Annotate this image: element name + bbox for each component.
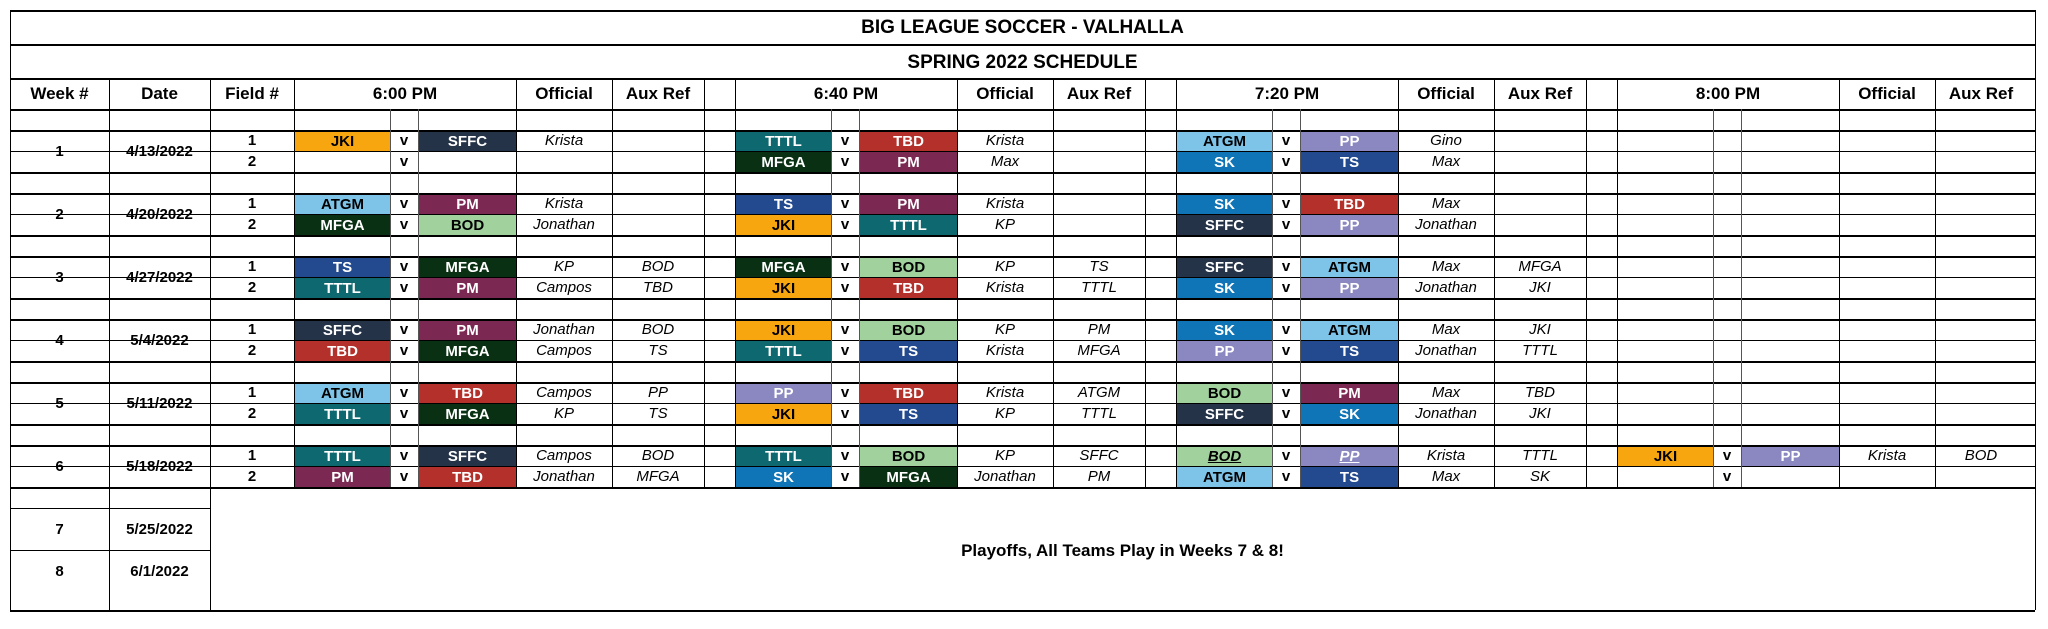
week-number: 3 [55, 268, 64, 286]
official-name: Jonathan [533, 468, 595, 485]
official-name: Gino [1430, 132, 1462, 149]
aux-ref-name: BOD [1964, 447, 1998, 464]
aux-ref-name: TS [648, 405, 668, 422]
team-cell: PM [860, 194, 957, 214]
team-cell: SK [1177, 194, 1272, 214]
aux-ref-name [612, 193, 704, 214]
versus-label: v [399, 321, 409, 338]
team-cell [419, 152, 516, 172]
aux-ref-name [612, 151, 704, 172]
team-cell: ATGM [295, 383, 390, 403]
aux-ref-name [1935, 466, 2027, 487]
versus-label: v [399, 447, 409, 464]
week-date: 5/18/2022 [126, 457, 193, 475]
versus-label: v [1281, 321, 1291, 338]
team-cell: PP [1177, 341, 1272, 361]
week-date: 4/27/2022 [126, 268, 193, 286]
official-name: Krista [985, 342, 1025, 359]
field-number: 1 [247, 321, 257, 338]
week-date: 4/20/2022 [126, 205, 193, 223]
team-cell: TTTL [295, 404, 390, 424]
week-number: 6 [55, 457, 64, 475]
official-name: Max [1431, 195, 1461, 212]
aux-ref-name: MFGA [1077, 342, 1121, 359]
versus-label: v [1281, 447, 1291, 464]
week-date: 4/13/2022 [126, 142, 193, 160]
field-number: 2 [247, 216, 257, 233]
official-name: KP [994, 321, 1015, 338]
official-name: Jonathan [533, 321, 595, 338]
column-divider [1935, 78, 1936, 487]
week-number: 2 [55, 205, 64, 223]
column-divider [1145, 78, 1146, 487]
versus-label: v [840, 468, 850, 485]
header-date: Date [141, 84, 178, 103]
team-cell: PM [419, 320, 516, 340]
row-divider [10, 214, 2035, 215]
playoff-note: Playoffs, All Teams Play in Weeks 7 & 8! [961, 540, 1284, 560]
versus-label: v [399, 342, 409, 359]
aux-ref-name: BOD [641, 447, 675, 464]
team-cell: MFGA [419, 341, 516, 361]
team-cell: BOD [1177, 446, 1272, 466]
header-official: Official [1858, 84, 1916, 103]
column-divider [1053, 78, 1054, 487]
team-cell: TBD [419, 383, 516, 403]
team-cell: TS [736, 194, 831, 214]
team-cell: BOD [419, 215, 516, 235]
team-cell: PP [736, 383, 831, 403]
versus-label: v [1281, 216, 1291, 233]
field-number: 2 [247, 468, 257, 485]
versus-label: v [399, 279, 409, 296]
aux-ref-name: TBD [1525, 384, 1555, 401]
team-cell: ATGM [1301, 257, 1398, 277]
aux-ref-name: PM [1087, 468, 1111, 485]
row-divider [10, 193, 2035, 195]
team-cell: PP [1301, 446, 1398, 466]
team-cell: MFGA [419, 404, 516, 424]
versus-label: v [1281, 384, 1291, 401]
official-name: Max [1431, 153, 1461, 170]
aux-ref-name [1494, 130, 1586, 151]
team-cell: SK [1177, 320, 1272, 340]
header-aux-ref: Aux Ref [625, 84, 691, 103]
column-divider [10, 10, 11, 610]
aux-ref-name: TTTL [1522, 447, 1558, 464]
week-date: 6/1/2022 [130, 562, 189, 580]
versus-label: v [1281, 195, 1291, 212]
official-name: Jonathan [1415, 279, 1477, 296]
header-slot-time: 6:00 PM [372, 84, 438, 103]
aux-ref-name [1053, 130, 1145, 151]
week-number: 1 [55, 142, 64, 160]
official-name: KP [994, 447, 1015, 464]
header-aux-ref: Aux Ref [1507, 84, 1573, 103]
team-cell: ATGM [1301, 320, 1398, 340]
versus-label: v [840, 279, 850, 296]
versus-label: v [840, 153, 850, 170]
row-divider [10, 151, 2035, 152]
official-name: Max [1431, 258, 1461, 275]
field-number: 2 [247, 405, 257, 422]
team-cell: TS [1301, 152, 1398, 172]
column-divider [1617, 78, 1618, 487]
team-cell: PM [419, 278, 516, 298]
versus-label: v [1722, 468, 1732, 485]
field-number: 1 [247, 258, 257, 275]
team-cell: SK [736, 467, 831, 487]
team-cell: TBD [860, 383, 957, 403]
team-cell: TTTL [736, 341, 831, 361]
versus-label: v [1281, 258, 1291, 275]
official-name: Max [1431, 384, 1461, 401]
row-divider [10, 382, 2035, 384]
official-name [1839, 466, 1935, 487]
official-name: Max [1431, 468, 1461, 485]
column-divider [210, 78, 211, 610]
aux-ref-name: TTTL [1081, 405, 1117, 422]
row-divider [10, 340, 2035, 341]
versus-label: v [840, 216, 850, 233]
column-divider [390, 109, 391, 487]
official-name: Jonathan [533, 216, 595, 233]
column-divider [1586, 78, 1587, 487]
versus-label: v [840, 384, 850, 401]
column-divider [418, 109, 419, 487]
row-divider [10, 44, 2035, 46]
official-name: Krista [544, 132, 584, 149]
sheet-title: BIG LEAGUE SOCCER - VALHALLA [861, 16, 1184, 38]
sheet-subtitle: SPRING 2022 SCHEDULE [907, 51, 1138, 73]
column-divider [1398, 78, 1399, 487]
column-divider [1494, 78, 1495, 487]
header-official: Official [535, 84, 593, 103]
header-official: Official [976, 84, 1034, 103]
row-divider [10, 610, 2035, 612]
column-divider [294, 78, 295, 487]
aux-ref-name: PP [647, 384, 668, 401]
row-divider [10, 10, 2035, 12]
team-cell: MFGA [736, 152, 831, 172]
column-divider [2035, 10, 2036, 610]
versus-label: v [399, 384, 409, 401]
aux-ref-name: SK [1529, 468, 1550, 485]
team-cell: JKI [295, 131, 390, 151]
versus-label: v [840, 258, 850, 275]
official-name: Campos [536, 384, 592, 401]
aux-ref-name: TTTL [1081, 279, 1117, 296]
row-divider [10, 235, 2035, 237]
team-cell [1742, 467, 1839, 487]
aux-ref-name [1494, 214, 1586, 235]
schedule-sheet [10, 10, 2035, 610]
team-cell: JKI [736, 320, 831, 340]
row-divider [10, 403, 2035, 404]
header-official: Official [1417, 84, 1475, 103]
team-cell: ATGM [1177, 467, 1272, 487]
team-cell: SK [1177, 152, 1272, 172]
header-slot-time: 8:00 PM [1695, 84, 1761, 103]
column-divider [704, 78, 705, 487]
aux-ref-name: ATGM [1077, 384, 1121, 401]
aux-ref-name: BOD [641, 258, 675, 275]
team-cell: PP [1301, 131, 1398, 151]
row-divider [10, 466, 2035, 467]
versus-label: v [840, 342, 850, 359]
aux-ref-name [612, 214, 704, 235]
aux-ref-name: JKI [1529, 405, 1551, 422]
column-divider [1176, 78, 1177, 487]
team-cell: TTTL [860, 215, 957, 235]
official-name: Jonathan [1415, 216, 1477, 233]
official-name: Jonathan [1415, 405, 1477, 422]
official-name [516, 151, 612, 172]
team-cell: PP [1742, 446, 1839, 466]
team-cell: TTTL [295, 446, 390, 466]
versus-label: v [399, 405, 409, 422]
official-name: Krista [1426, 447, 1466, 464]
team-cell: TBD [419, 467, 516, 487]
official-name: Krista [985, 132, 1025, 149]
column-divider [859, 109, 860, 487]
versus-label: v [399, 195, 409, 212]
row-divider [10, 319, 2035, 321]
row-divider [10, 424, 2035, 426]
team-cell: TS [860, 341, 957, 361]
row-divider [10, 277, 2035, 278]
field-number: 1 [247, 195, 257, 212]
official-name: Campos [536, 447, 592, 464]
header-week: Week # [30, 84, 89, 103]
team-cell: TTTL [736, 446, 831, 466]
aux-ref-name [1494, 151, 1586, 172]
aux-ref-name: BOD [641, 321, 675, 338]
row-divider [10, 109, 2035, 111]
aux-ref-name: TS [1089, 258, 1109, 275]
header-field: Field # [225, 84, 279, 103]
team-cell: SFFC [1177, 215, 1272, 235]
team-cell: BOD [860, 446, 957, 466]
column-divider [1741, 109, 1742, 487]
versus-label: v [1722, 447, 1732, 464]
team-cell: PM [295, 467, 390, 487]
team-cell [295, 152, 390, 172]
week-date: 5/4/2022 [130, 331, 189, 349]
row-divider [10, 256, 2035, 258]
team-cell: JKI [736, 278, 831, 298]
official-name: Krista [985, 384, 1025, 401]
aux-ref-name: TS [648, 342, 668, 359]
team-cell: TS [295, 257, 390, 277]
week-number: 7 [55, 520, 64, 538]
team-cell: BOD [1177, 383, 1272, 403]
aux-ref-name: JKI [1529, 321, 1551, 338]
column-divider [1713, 109, 1714, 487]
column-divider [831, 109, 832, 487]
official-name: Max [990, 153, 1020, 170]
official-name: KP [553, 258, 574, 275]
team-cell: ATGM [295, 194, 390, 214]
header-aux-ref: Aux Ref [1066, 84, 1132, 103]
aux-ref-name [1053, 193, 1145, 214]
row-divider [10, 78, 2035, 80]
column-divider [1839, 78, 1840, 487]
team-cell: SFFC [295, 320, 390, 340]
official-name: Krista [985, 195, 1025, 212]
aux-ref-name: MFGA [1518, 258, 1562, 275]
team-cell: PM [1301, 383, 1398, 403]
team-cell: SFFC [1177, 257, 1272, 277]
team-cell: SFFC [419, 131, 516, 151]
team-cell: TS [860, 404, 957, 424]
team-cell: BOD [860, 257, 957, 277]
official-name: Krista [1867, 447, 1907, 464]
row-divider [10, 298, 2035, 300]
versus-label: v [840, 321, 850, 338]
aux-ref-name: JKI [1529, 279, 1551, 296]
week-date: 5/25/2022 [126, 520, 193, 538]
official-name: Max [1431, 321, 1461, 338]
team-cell: PM [419, 194, 516, 214]
aux-ref-name: MFGA [636, 468, 680, 485]
aux-ref-name [612, 130, 704, 151]
aux-ref-name [1494, 193, 1586, 214]
official-name: KP [994, 258, 1015, 275]
header-aux-ref: Aux Ref [1948, 84, 2014, 103]
column-divider [1300, 109, 1301, 487]
week-date: 5/11/2022 [126, 394, 193, 412]
official-name: KP [553, 405, 574, 422]
team-cell: TBD [295, 341, 390, 361]
field-number: 1 [247, 447, 257, 464]
versus-label: v [840, 405, 850, 422]
versus-label: v [1281, 153, 1291, 170]
official-name: KP [994, 216, 1015, 233]
versus-label: v [399, 258, 409, 275]
column-divider [1272, 109, 1273, 487]
official-name: KP [994, 405, 1015, 422]
official-name: Krista [985, 279, 1025, 296]
team-cell: SFFC [1177, 404, 1272, 424]
team-cell: TBD [860, 131, 957, 151]
row-divider [10, 172, 2035, 174]
column-divider [109, 78, 110, 610]
field-number: 2 [247, 279, 257, 296]
week-number: 5 [55, 394, 64, 412]
official-name: Campos [536, 342, 592, 359]
team-cell: JKI [736, 215, 831, 235]
row-divider [10, 361, 2035, 363]
aux-ref-name: PM [1087, 321, 1111, 338]
team-cell: TBD [1301, 194, 1398, 214]
team-cell: ATGM [1177, 131, 1272, 151]
team-cell: TTTL [736, 131, 831, 151]
header-slot-time: 7:20 PM [1254, 84, 1320, 103]
row-divider [10, 487, 2035, 489]
team-cell: TBD [860, 278, 957, 298]
field-number: 2 [247, 342, 257, 359]
team-cell: PP [1301, 215, 1398, 235]
aux-ref-name: TBD [643, 279, 673, 296]
versus-label: v [399, 216, 409, 233]
official-name: Campos [536, 279, 592, 296]
team-cell: SFFC [419, 446, 516, 466]
row-divider [10, 130, 2035, 132]
versus-label: v [1281, 405, 1291, 422]
official-name: Jonathan [974, 468, 1036, 485]
team-cell [1618, 467, 1713, 487]
field-number: 2 [247, 153, 257, 170]
column-divider [516, 78, 517, 487]
versus-label: v [1281, 279, 1291, 296]
column-divider [612, 78, 613, 487]
versus-label: v [840, 447, 850, 464]
versus-label: v [399, 468, 409, 485]
team-cell: MFGA [295, 215, 390, 235]
team-cell: MFGA [736, 257, 831, 277]
team-cell: PP [1301, 278, 1398, 298]
team-cell: TS [1301, 467, 1398, 487]
team-cell: SK [1177, 278, 1272, 298]
official-name: Krista [544, 195, 584, 212]
team-cell: MFGA [860, 467, 957, 487]
row-divider [10, 550, 210, 551]
versus-label: v [840, 132, 850, 149]
week-number: 8 [55, 562, 64, 580]
team-cell: TS [1301, 341, 1398, 361]
field-number: 1 [247, 132, 257, 149]
versus-label: v [840, 195, 850, 212]
versus-label: v [1281, 468, 1291, 485]
team-cell: SK [1301, 404, 1398, 424]
team-cell: PM [860, 152, 957, 172]
aux-ref-name: TTTL [1522, 342, 1558, 359]
team-cell: JKI [1618, 446, 1713, 466]
team-cell: JKI [736, 404, 831, 424]
versus-label: v [1281, 342, 1291, 359]
versus-label: v [1281, 132, 1291, 149]
team-cell: BOD [860, 320, 957, 340]
aux-ref-name: SFFC [1079, 447, 1119, 464]
versus-label: v [399, 153, 409, 170]
row-divider [10, 508, 210, 509]
column-divider [735, 78, 736, 487]
week-number: 4 [55, 331, 64, 349]
field-number: 1 [247, 384, 257, 401]
versus-label: v [399, 132, 409, 149]
row-divider [10, 445, 2035, 447]
header-slot-time: 6:40 PM [813, 84, 879, 103]
team-cell: MFGA [419, 257, 516, 277]
team-cell: TTTL [295, 278, 390, 298]
official-name: Jonathan [1415, 342, 1477, 359]
column-divider [957, 78, 958, 487]
aux-ref-name [1053, 151, 1145, 172]
aux-ref-name [1053, 214, 1145, 235]
